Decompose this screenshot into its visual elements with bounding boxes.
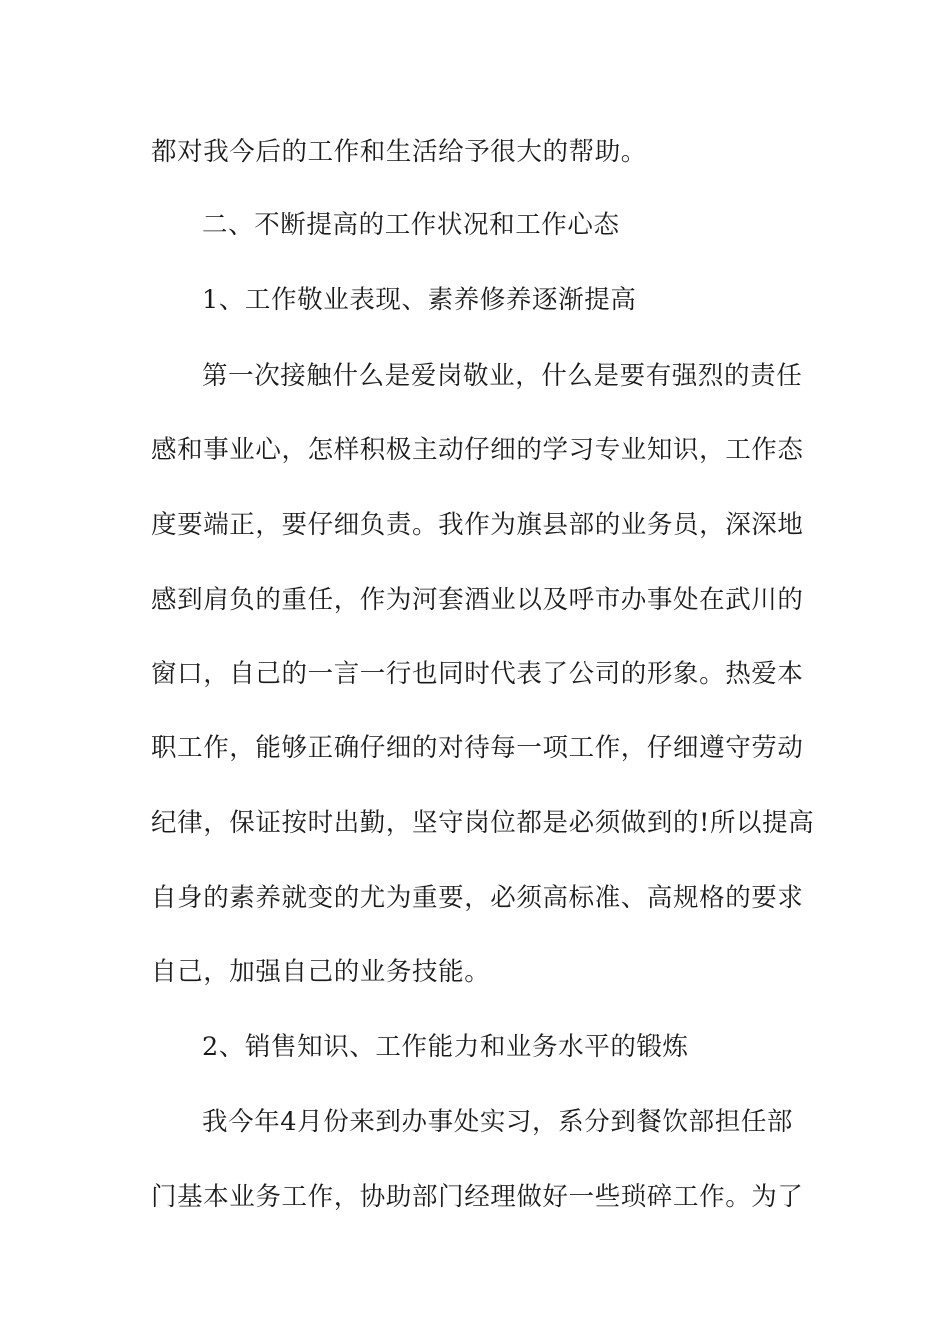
paragraph-line: 职工作，能够正确仔细的对待每一项工作，仔细遵守劳动 bbox=[151, 733, 804, 763]
section-heading: 二、不断提高的工作状况和工作心态 bbox=[202, 210, 620, 240]
text-line: 都对我今后的工作和生活给予很大的帮助。 bbox=[151, 137, 647, 167]
paragraph-line: 门基本业务工作，协助部门经理做好一些琐碎工作。为了 bbox=[151, 1182, 804, 1212]
paragraph-line: 第一次接触什么是爱岗敬业，什么是要有强烈的责任 bbox=[202, 361, 803, 391]
paragraph-line: 自身的素养就变的尤为重要，必须高标准、高规格的要求 bbox=[151, 883, 804, 913]
subsection-heading: 2、销售知识、工作能力和业务水平的锻炼 bbox=[202, 1032, 689, 1062]
paragraph-line: 窗口，自己的一言一行也同时代表了公司的形象。热爱本 bbox=[151, 659, 804, 689]
paragraph-line: 度要端正，要仔细负责。我作为旗县部的业务员，深深地 bbox=[151, 510, 804, 540]
paragraph-line: 我今年4月份来到办事处实习，系分到餐饮部担任部 bbox=[202, 1107, 794, 1137]
paragraph-line: 感和事业心，怎样积极主动仔细的学习专业知识，工作态 bbox=[151, 435, 804, 465]
subsection-heading: 1、工作敬业表现、素养修养逐渐提高 bbox=[202, 285, 637, 315]
paragraph-line: 感到肩负的重任，作为河套酒业以及呼市办事处在武川的 bbox=[151, 585, 804, 615]
paragraph-line: 纪律，保证按时出勤，坚守岗位都是必须做到的!所以提高 bbox=[151, 808, 815, 838]
paragraph-line: 自己，加强自己的业务技能。 bbox=[151, 957, 491, 987]
